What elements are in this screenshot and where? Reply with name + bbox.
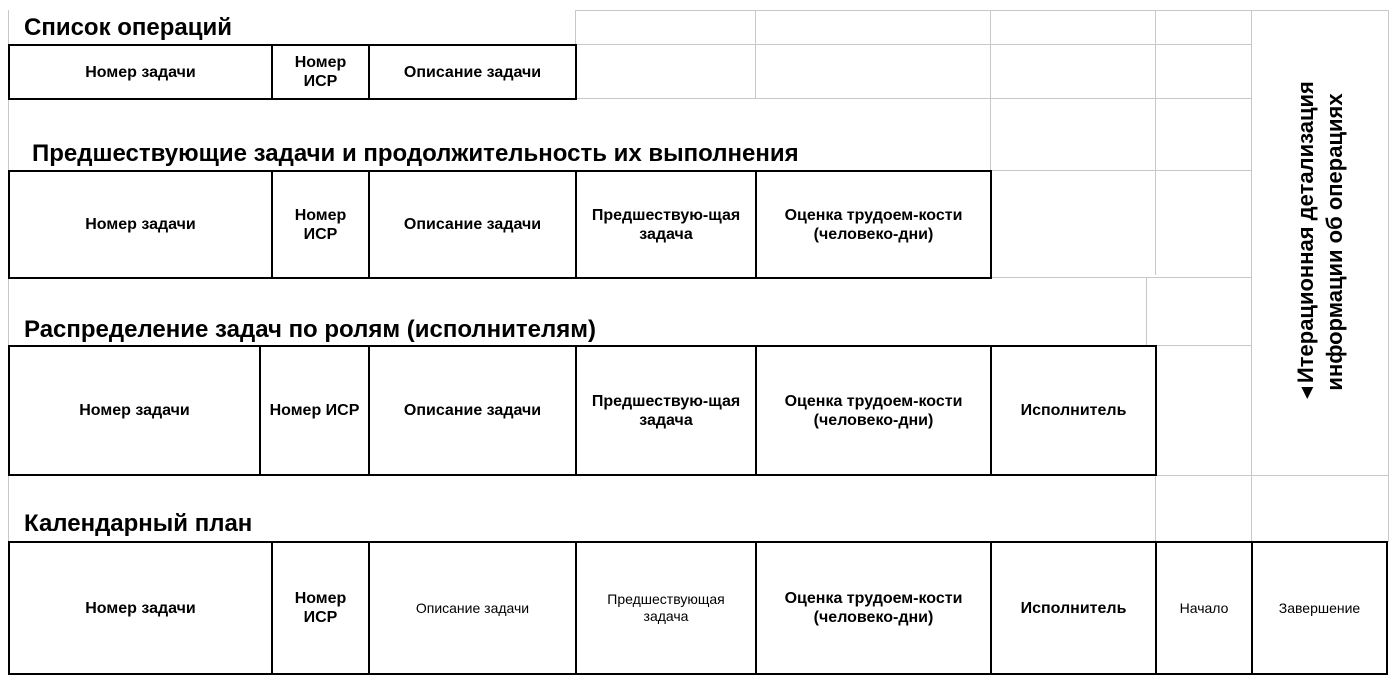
section-title-calendar: Календарный план [24, 510, 253, 537]
header-executor: Исполнитель [990, 345, 1157, 476]
side-label [1253, 11, 1386, 473]
header-task-number: Номер задачи [8, 541, 273, 675]
header-task-description: Описание задачи [368, 541, 577, 675]
section-title-roles: Распределение задач по ролям (исполнителям) [24, 316, 597, 343]
side-label-line-2: информации об операциях [1321, 93, 1347, 391]
header-task-description: Описание задачи [368, 345, 577, 476]
header-task-description: Описание задачи [368, 170, 577, 279]
header-predecessor-task: Предшествующая задача [575, 541, 757, 675]
header-wbs-number: Номер ИСР [271, 170, 370, 279]
grid-line [1155, 476, 1156, 542]
grid-line [990, 170, 1252, 171]
header-task-number: Номер задачи [8, 170, 273, 279]
side-label-text [1292, 81, 1348, 403]
grid-line [755, 10, 756, 98]
grid-line [1388, 10, 1389, 542]
grid-line [1155, 345, 1252, 346]
header-start: Начало [1155, 541, 1253, 675]
header-predecessor-task: Предшествую-щая задача [575, 170, 757, 279]
header-task-number: Номер задачи [8, 44, 273, 100]
header-effort-estimate: Оценка трудоем-кости (человеко-дни) [755, 541, 992, 675]
header-wbs-number: Номер ИСР [259, 345, 370, 476]
header-effort-estimate: Оценка трудоем-кости (человеко-дни) [755, 345, 992, 476]
section-title-predecessors: Предшествующие задачи и продолжительность их выполнения [32, 140, 799, 167]
header-task-description: Описание задачи [368, 44, 577, 100]
side-label-line-1-text: Итерационная детализация [1292, 81, 1318, 384]
grid-line [1146, 278, 1147, 346]
header-finish: Завершение [1251, 541, 1388, 675]
header-executor: Исполнитель [990, 541, 1157, 675]
header-task-number: Номер задачи [8, 345, 261, 476]
grid-line [1251, 10, 1252, 542]
header-wbs-number: Номер ИСР [271, 541, 370, 675]
grid-line [1155, 10, 1156, 275]
left-arrow-icon: ◄ [1295, 383, 1318, 403]
header-predecessor-task: Предшествую-щая задача [575, 345, 757, 476]
header-effort-estimate: Оценка трудоем-кости (человеко-дни) [755, 170, 992, 279]
grid-line [575, 44, 1252, 45]
side-label-line-1 [1292, 81, 1321, 403]
section-title-operations: Список операций [24, 14, 233, 41]
header-wbs-number: Номер ИСР [271, 44, 370, 100]
